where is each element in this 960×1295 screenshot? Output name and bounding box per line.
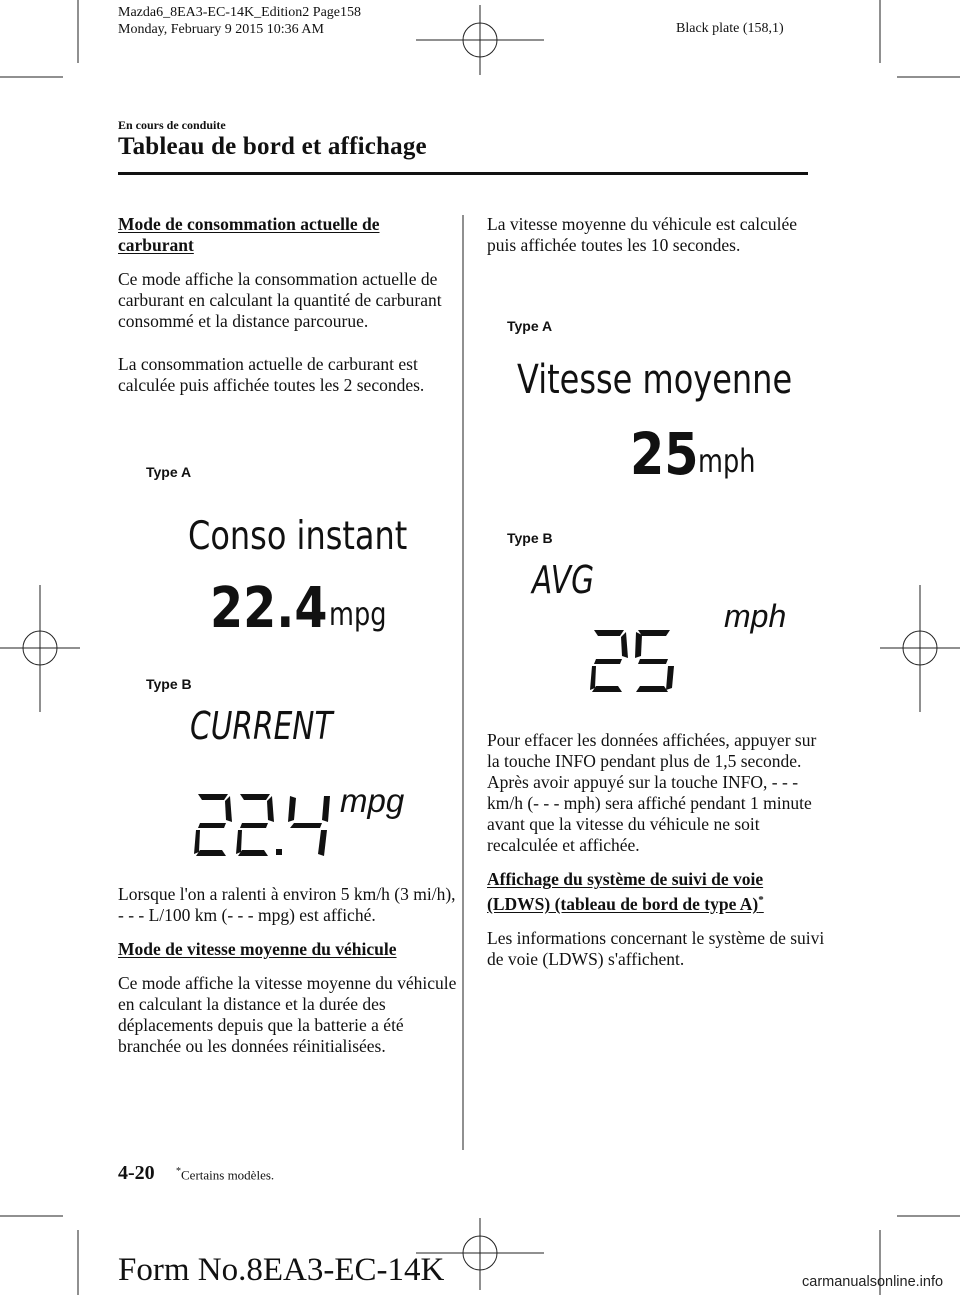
lcd-value-text — [0, 0, 1, 1]
heading-average-speed: Mode de vitesse moyenne du véhicule — [118, 939, 397, 959]
paragraph: Les informations concernant le système de suivi de voie (LDWS) s'affichent. — [487, 927, 825, 969]
heading-ldws-text: Affichage du système de suivi de voie (LDWS) (tableau de bord de type A) — [487, 869, 764, 914]
print-job-file: Mazda6_8EA3-EC-14K_Edition2 Page158 — [118, 5, 362, 20]
display-unit: mpg — [329, 595, 387, 633]
figure-type-b-label: Type B — [146, 676, 192, 692]
display-value: 25 — [630, 420, 699, 488]
display-unit: mph — [698, 442, 756, 480]
watermark: carmanualsonline.info — [802, 1274, 944, 1290]
paragraph: Ce mode affiche la vitesse moyenne du véhicule en calculant la distance et la durée des déplacements depuis que la batterie a été branchée ou les données réinitialisées. — [118, 973, 457, 1056]
display-unit: mpg — [340, 782, 405, 819]
display-value: 22.4 — [210, 576, 328, 641]
display-title-current: CURRENT — [190, 704, 333, 748]
heading-current-consumption: Mode de consommation actuelle de carburant — [118, 214, 380, 255]
print-job-info — [118, 4, 361, 38]
section-tag: En cours de conduite — [118, 118, 226, 132]
paragraph: Lorsque l'on a ralenti à environ 5 km/h (3 mi/h), - - - L/100 km (- - - mpg) est affiché. — [118, 884, 456, 925]
figure-type-a-label: Type A — [507, 318, 553, 334]
page-number: 4-20 — [118, 1162, 155, 1184]
footnote-text: Certains modèles. — [181, 1167, 275, 1183]
lcd-value-text — [0, 0, 1, 1]
right-column — [487, 214, 827, 269]
left-column-lower — [118, 884, 458, 1070]
display-title-conso-instant: Conso instant — [188, 514, 408, 559]
lcd-seven-segment-value — [190, 790, 340, 860]
right-column-lower — [487, 730, 827, 983]
display-title-avg: AVG — [532, 558, 595, 602]
display-title-vitesse-moyenne: Vitesse moyenne — [517, 357, 793, 403]
footnote-mark: * — [176, 1166, 181, 1177]
paragraph: La vitesse moyenne du véhicule est calculée puis affichée toutes les 10 secondes. — [487, 214, 798, 255]
paragraph: La consommation actuelle de carburant est calculée puis affichée toutes les 2 secondes. — [118, 354, 425, 395]
title-rule — [118, 172, 808, 175]
print-job-date: Monday, February 9 2015 10:36 AM — [118, 22, 324, 37]
paragraph: Ce mode affiche la consommation actuelle de carburant en calculant la quantité de carburant consommé et la distance parcourue. — [118, 269, 442, 331]
heading-ldws — [487, 869, 827, 915]
display-unit: mph — [724, 598, 787, 634]
paragraph: Pour effacer les données affichées, appuyer sur la touche INFO pendant plus de 1,5 seconde. Après avoir appuyé sur la touche INFO, - - - km/h (- - - mph) sera affiché pendant 1 minute avant que la vitesse du véhicule ne soit recalculée et affichée. — [487, 730, 817, 855]
lcd-seven-segment-value — [586, 626, 678, 696]
plate-label: Black plate (158,1) — [676, 21, 784, 36]
left-column — [118, 214, 458, 409]
page-title: Tableau de bord et affichage — [118, 133, 427, 160]
figure-type-b-label: Type B — [507, 530, 553, 546]
footnote — [176, 1166, 274, 1183]
optional-feature-mark: * — [758, 894, 764, 906]
form-number: Form No.8EA3-EC-14K — [118, 1252, 445, 1288]
figure-type-a-label: Type A — [146, 464, 192, 480]
